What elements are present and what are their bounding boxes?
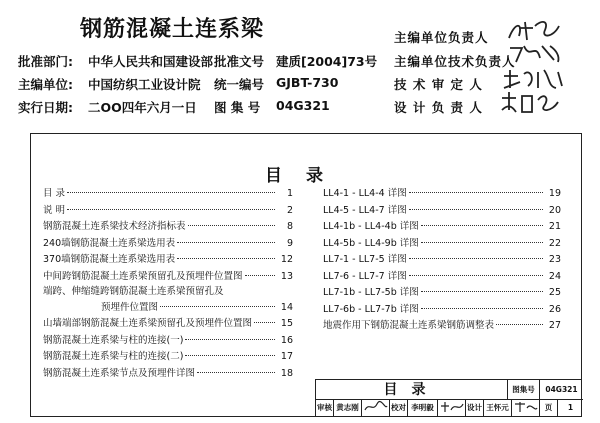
toc-entry-title: LL7-1b - LL7-5b 详图: [323, 287, 419, 298]
toc-leader-dots: [421, 291, 543, 292]
editor-unit-value: 中国纺织工业设计院: [88, 77, 201, 92]
toc-leader-dots: [421, 225, 543, 226]
toc-entry: [43, 349, 293, 366]
toc-entry-page: 27: [548, 320, 561, 331]
atlas-label: 图集号: [508, 380, 540, 400]
atlas-no-value: 04G321: [276, 98, 330, 113]
unified-no-label: 统一编号: [214, 77, 265, 92]
toc-entry: [43, 252, 293, 269]
atlas-value: 04G321: [540, 380, 583, 400]
toc-entry-page: 21: [548, 221, 561, 232]
toc-entry-page: 22: [548, 237, 561, 249]
toc-entry-page: 8: [286, 221, 293, 232]
toc-entry-title: LL7-1 - LL7-5 详图: [323, 254, 407, 265]
editor-unit-label: 主编单位:: [18, 77, 73, 92]
toc-entry: [323, 269, 561, 286]
responsible-tech-head: 主编单位技术负责人: [394, 54, 516, 69]
responsible-editor-head: 主编单位负责人: [394, 30, 489, 45]
toc-entry-title: 钢筋混凝土连系梁技术经济指标表: [43, 221, 186, 232]
toc-entry-page: 12: [280, 254, 293, 265]
signature-image: [500, 66, 566, 92]
toc-entry-title: 目 录: [43, 188, 66, 199]
toc-entry-page: 16: [280, 334, 293, 346]
toc-entry-title: 370墙钢筋混凝土连系梁选用表: [43, 254, 176, 265]
toc-entry-title: 中间跨钢筋混凝土连系梁预留孔及预埋件位置图: [43, 270, 243, 282]
toc-entry: [43, 366, 293, 383]
toc-entry-page: 13: [280, 270, 293, 282]
signature-image: [439, 400, 465, 414]
designer-signature: [512, 400, 540, 416]
toc-right-column: [323, 186, 561, 335]
toc-leader-dots: [185, 355, 275, 356]
approval-doc-value: 建质[2004]73号: [276, 54, 378, 69]
reviewer-name: 黄志刚: [334, 400, 362, 416]
toc-leader-dots: [409, 209, 543, 210]
checker-name: 李明毅: [408, 400, 438, 416]
toc-entry: [43, 316, 293, 333]
signature-image: [513, 400, 539, 414]
design-label: 设计: [466, 400, 484, 416]
toc-entry-title: LL7-6 - LL7-7 详图: [323, 270, 407, 282]
toc-entry-page: 15: [280, 318, 293, 329]
toc-entry-page: 9: [286, 237, 293, 249]
toc-entry: [323, 318, 561, 335]
toc-entry-page: 18: [280, 367, 293, 379]
toc-entry: [43, 219, 293, 236]
approval-dept-value: 中华人民共和国建设部: [88, 54, 214, 69]
toc-entry-title: 地震作用下钢筋混凝土连系梁钢筋调整表: [323, 320, 495, 331]
toc-entry-title: 端跨、伸缩缝跨钢筋混凝土连系梁预留孔及: [43, 286, 224, 297]
toc-entry: [43, 333, 293, 350]
atlas-no-label: 图 集 号: [214, 100, 261, 115]
toc-entry-title: LL4-1b - LL4-4b 详图: [323, 221, 419, 232]
toc-entry: [323, 219, 561, 236]
toc-entry: [323, 203, 561, 220]
toc-leader-dots: [67, 209, 275, 210]
signature-image: [498, 90, 562, 116]
toc-entry-page: 24: [548, 270, 561, 282]
toc-entry: [323, 186, 561, 203]
toc-entry-page: 1: [286, 188, 293, 199]
toc-entry: [43, 186, 293, 203]
toc-entry-title: LL4-5b - LL4-9b 详图: [323, 237, 419, 249]
toc-leader-dots: [67, 192, 275, 193]
toc-entry-page: 25: [548, 287, 561, 298]
toc-entry-page: 2: [286, 204, 293, 216]
toc-entry-title: 钢筋混凝土连系梁与柱的连接(一): [43, 334, 184, 346]
toc-left-column: [43, 186, 293, 382]
title-block-signature-row: [316, 400, 582, 416]
signature-image: [363, 400, 389, 414]
toc-entry-page: 17: [280, 351, 293, 362]
toc-leader-dots: [409, 275, 543, 276]
toc-entry-title: LL7-6b - LL7-7b 详图: [323, 303, 419, 315]
toc-entry: [323, 302, 561, 319]
responsible-tech-reviewer: 技 术 审 定 人: [394, 77, 483, 92]
toc-leader-dots: [185, 339, 275, 340]
document-title: 钢筋混凝土连系梁: [80, 16, 265, 42]
signature-image: [506, 40, 564, 66]
toc-leader-dots: [188, 225, 275, 226]
toc-entry-page: 20: [548, 204, 561, 216]
toc-leader-dots: [409, 192, 543, 193]
toc-leader-dots: [177, 242, 275, 243]
title-block: [315, 379, 582, 417]
toc-entry-title: 钢筋混凝土连系梁与柱的连接(二): [43, 351, 184, 362]
responsible-design-head: 设 计 负 责 人: [394, 100, 483, 115]
designer-name: 王怀元: [484, 400, 512, 416]
toc-entry: [43, 285, 293, 316]
title-block-name: 目录: [316, 380, 508, 400]
toc-entry: [323, 252, 561, 269]
toc-entry: [323, 285, 561, 302]
toc-entry-title: 山墙端部钢筋混凝土连系梁预留孔及预埋件位置图: [43, 318, 253, 329]
check-label: 校对: [390, 400, 408, 416]
toc-entry-title: 钢筋混凝土连系梁节点及预埋件详图: [43, 367, 196, 379]
toc-entry: [43, 236, 293, 253]
toc-leader-dots: [421, 242, 543, 243]
page-number: 1: [567, 403, 574, 412]
unified-no-value: GJBT-730: [276, 75, 339, 90]
toc-frame: [30, 133, 582, 417]
review-label: 审核: [316, 400, 334, 416]
approval-doc-label: 批准文号: [214, 54, 265, 69]
reviewer-signature: [362, 400, 390, 416]
toc-leader-dots: [197, 372, 275, 373]
impl-date-value: 二OO四年六月一日: [88, 100, 197, 115]
approval-dept-label: 批准部门:: [18, 54, 73, 69]
toc-entry-page: 23: [548, 254, 561, 265]
toc-leader-dots: [421, 308, 543, 309]
toc-entry: [323, 236, 561, 253]
toc-entry-title-cont: 预埋件位置图: [101, 302, 159, 313]
page-label: 页: [540, 400, 558, 416]
toc-entry: [43, 203, 293, 220]
toc-entry-title: LL4-5 - LL4-7 详图: [323, 204, 407, 216]
toc-leader-dots: [254, 322, 275, 323]
toc-entry-title: 说 明: [43, 204, 66, 216]
toc-entry-title: 240墙钢筋混凝土连系梁选用表: [43, 237, 176, 249]
toc-leader-dots: [409, 258, 543, 259]
toc-heading: 目录: [265, 166, 347, 186]
toc-entry-page: 14: [280, 302, 293, 313]
toc-entry: [43, 269, 293, 286]
toc-entry-page: 19: [548, 188, 561, 199]
toc-leader-dots: [245, 275, 275, 276]
toc-leader-dots: [177, 258, 275, 259]
toc-leader-dots: [496, 324, 543, 325]
impl-date-label: 实行日期:: [18, 100, 73, 115]
toc-leader-dots: [160, 306, 275, 307]
toc-entry-title: LL4-1 - LL4-4 详图: [323, 188, 407, 199]
toc-entry-page: 26: [548, 303, 561, 315]
checker-signature: [438, 400, 466, 416]
